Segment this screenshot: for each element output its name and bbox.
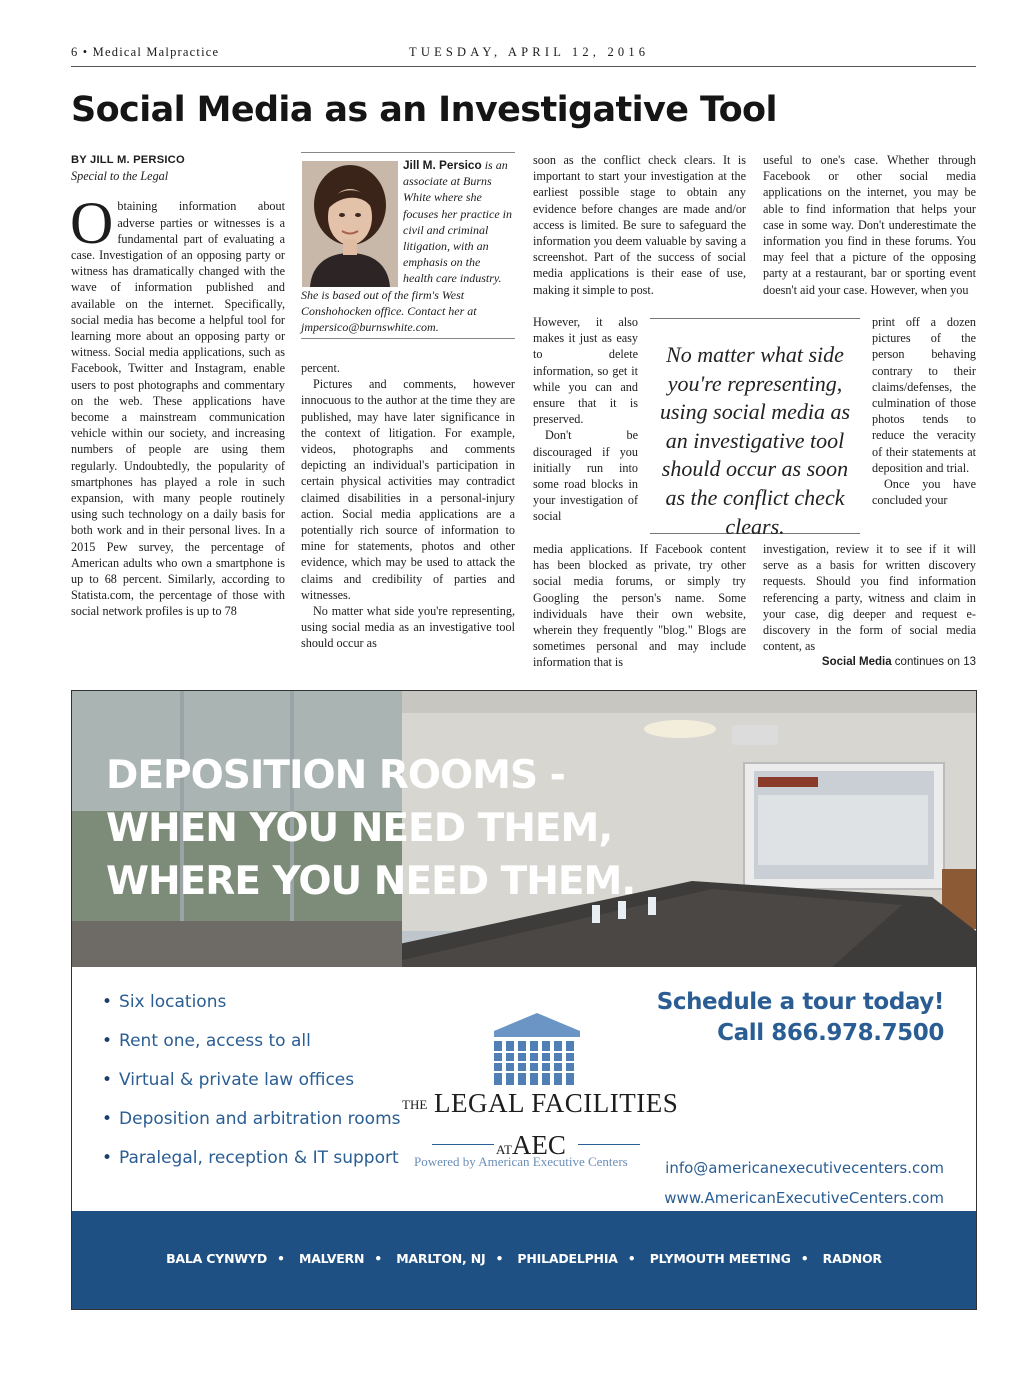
logo-name: LEGAL FACILITIES (434, 1088, 679, 1118)
location-item: MALVERN (298, 1251, 365, 1266)
location-item: BALA CYNWYD (166, 1251, 268, 1266)
legal-facilities-logo (402, 1009, 679, 1174)
article-paragraph (70, 190, 285, 619)
ad-cta-line: Schedule a tour today! (656, 989, 944, 1015)
ad-call-to-action (657, 987, 944, 1049)
ad-feature-item: • Rent one, access to all (102, 1030, 401, 1069)
article-paragraph: print off a dozen pictures of the person behaving contrary to their claims/defenses, the culmination of those photos tends to reduce the veracity of their statements at deposition and trial. (872, 315, 976, 475)
continuation-note (760, 656, 976, 668)
ad-headline-line: DEPOSITION ROOMS - (106, 753, 565, 798)
article-paragraph: investigation, review it to see if it will serve as a basis for written discovery requests. Should you find information referencing a party, witness and claim in your case, dig deeper and request e-discovery in the form of social media content, as (763, 542, 976, 654)
byline: BY JILL M. PERSICO (71, 154, 185, 166)
location-item: PLYMOUTH MEETING (649, 1251, 791, 1266)
article-headline: Social Media as an Investigative Tool (71, 90, 777, 130)
building-columns-icon (402, 1009, 672, 1089)
byline-affiliation: Special to the Legal (71, 169, 169, 184)
ad-feature-item: • Six locations (102, 991, 401, 1030)
pull-quote (650, 318, 860, 539)
article-column-4-bottom (763, 541, 976, 654)
article-paragraph: percent. (301, 361, 340, 375)
article-column-4-top (763, 152, 976, 298)
article-paragraph: Pictures and comments, however innocuous to the author at the time they are published, may have later significance in the context of litigation. For example, videos, photographs and comments depicting an individual's participation in certain physical activities may contradict claimed disabilities in a personal-injury action. Social media applications are a potentially rich source of information to mine for statements, photos and other evidence, which may be used to attack the claims and credibility of parties and witnesses. (301, 377, 515, 602)
location-item: MARLTON, NJ (396, 1251, 486, 1266)
logo-rule (578, 1144, 640, 1145)
issue-date: TUESDAY, APRIL 12, 2016 (409, 45, 650, 59)
ad-feature-list (102, 991, 401, 1186)
article-column-4-narrow (872, 314, 976, 508)
logo-at: AT (496, 1142, 512, 1157)
ad-email: info@americanexecutivecenters.com (665, 1159, 944, 1177)
article-paragraph: No matter what side you're representing, using social media as an investigative tool should occur as (301, 604, 515, 651)
article-paragraph: Once you have concluded your (872, 477, 976, 508)
drop-cap: O (70, 190, 114, 257)
article-paragraph: useful to one's case. Whether through Facebook or other social media applications on the internet, you may be able to find information that helps your case in some way. Don't underestimate the information you find in these forums. You may feel that a picture of the opposing party at a restaurant, bar or sporting event doesn't aid your case. However, when you (763, 153, 976, 297)
ad-feature-item: • Virtual & private law offices (102, 1069, 401, 1108)
pull-quote-text: No matter what side you're representing, using social media as an investigative tool should occur as soon as the conflict check clears. (659, 342, 851, 539)
continuation-text: continues on 13 (894, 656, 976, 668)
ad-website: www.AmericanExecutiveCenters.com (664, 1189, 944, 1207)
author-bio-text: is an associate at Burns White where she focuses her practice in civil and criminal litigation, with an emphasis on the health care industry. She is based out of the firm's West Conshohocken office. Contact her at jmpersico@burnswhite.com. (301, 158, 512, 335)
logo-the: THE (402, 1097, 428, 1112)
article-column-3-top (533, 152, 746, 298)
location-item: PHILADELPHIA (517, 1251, 618, 1266)
conference-room-photo (72, 691, 976, 967)
ad-locations-list: BALA CYNWYD • MALVERN • MARLTON, NJ • PHILADELPHIA • PLYMOUTH MEETING • RADNOR (166, 1251, 882, 1266)
page-header (71, 45, 976, 67)
ad-contact-info (664, 1153, 944, 1213)
logo-rule (432, 1144, 494, 1145)
article-column-2 (301, 360, 515, 652)
article-paragraph: Don't be discouraged if you initially run into some road blocks in your investigation of social (533, 428, 638, 524)
author-name: Jill M. Persico (403, 158, 482, 172)
ad-feature-item: • Deposition and arbitration rooms (102, 1108, 401, 1147)
logo-tagline: Powered by American Executive Centers (414, 1154, 628, 1169)
article-text: btaining information about adverse parties or witnesses is a fundamental part of evaluating a case. Investigation of an opposing party or witness has dramatically changed with the wave of information published and available on the internet. Specifically, social media has become a helpful tool for learning more about an opposing party or witness. Social media applications, such as Facebook, Twitter and Instagram, enable users to post photographs and commentary on the web. These applications have become a mainstream communication vehicle within our society, and increasing numbers of people are using them regularly. Undoubtedly, the popularity of smartphones has played a role in such expansion, with many people routinely using such technology on a daily basis for both work and in their personal lives. In a 2015 Pew survey, the percentage of American adults who own a smartphone is up to 68 percent. Similarly, according to Statista.com, the percentage of those with social network profiles is up to 78 (71, 199, 285, 619)
article-column-3-bottom (533, 541, 746, 671)
section-label: 6 • Medical Malpractice (71, 45, 220, 59)
ad-headline-line: WHEN YOU NEED THEM, (106, 806, 613, 851)
author-bio (301, 157, 513, 335)
ad-feature-item: • Paralegal, reception & IT support (102, 1147, 401, 1186)
continuation-keyword: Social Media (821, 656, 892, 668)
ad-phone: Call 866.978.7500 (717, 1020, 944, 1046)
logo-aec: AEC (511, 1130, 566, 1160)
article-paragraph: media applications. If Facebook content has been blocked as private, try other social media forums, or simply try Googling the person's name. Some individuals have their own website, wherein they frequently "blog." Blogs are sometimes personal and may include information that is (533, 542, 746, 670)
advertisement (71, 690, 977, 1310)
author-profile-box (301, 152, 515, 339)
article-paragraph: soon as the conflict check clears. It is important to start your investigation at the earliest possible stage to obtain any evidence before changes are made and/or access is limited. Be sure to safeguard the information you deem valuable by saving a screenshot. Part of the success of social media applications is their ease of use, making it simple to post. (533, 153, 746, 297)
article-column-3-narrow (533, 314, 638, 525)
location-item: RADNOR (822, 1251, 882, 1266)
ad-headline (106, 749, 635, 908)
ad-headline-line: WHERE YOU NEED THEM. (106, 859, 636, 904)
article-column-1 (71, 152, 285, 620)
ad-locations-bar (72, 1211, 976, 1309)
article-paragraph: However, it also makes it just as easy to delete information, so get it while you can and ensure that it is preserved. (533, 315, 638, 427)
